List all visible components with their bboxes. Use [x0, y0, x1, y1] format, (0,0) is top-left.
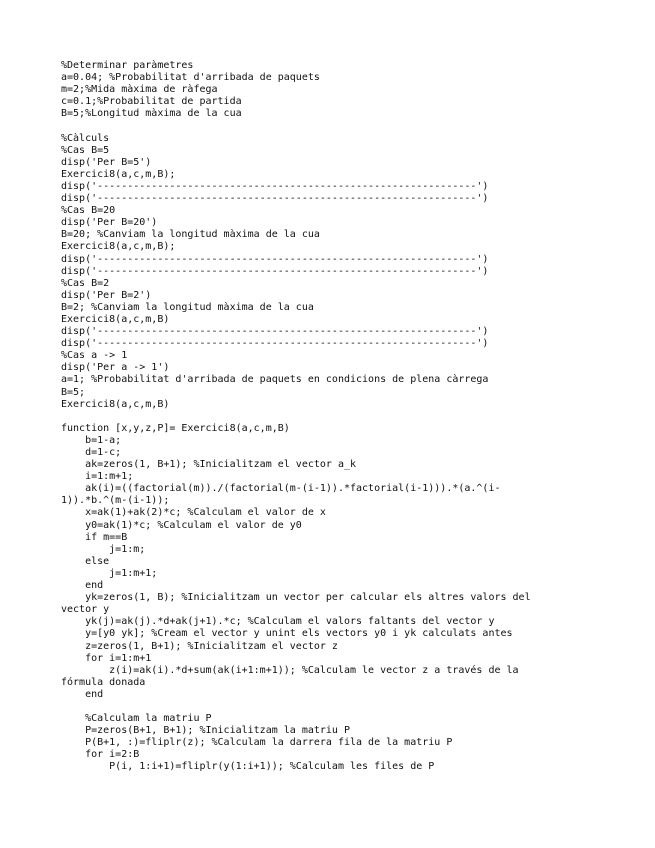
code-line: Exercici8(a,c,m,B) — [61, 398, 170, 410]
code-line: ak(i)=((factorial(m))./(factorial(m-(i-1)).*factorial(i-1))).*(a.^(i- — [61, 483, 501, 495]
code-line: %Cas B=5 — [61, 144, 110, 156]
code-line: ak=zeros(1, B+1); %Inicialitzam el vector a_k — [61, 459, 357, 471]
code-line: disp('---------------------------------------------------------------') — [61, 253, 489, 265]
code-line: %Determinar paràmetres — [61, 60, 194, 71]
code-line: for i=2:B — [61, 749, 140, 761]
code-line: P=zeros(B+1, B+1); %Inicialitzam la matriu P — [61, 725, 350, 737]
code-line: a=1; %Probabilitat d'arribada de paquets en condicions de plena càrrega — [61, 374, 489, 386]
code-line: P(i, 1:i+1)=fliplr(y(1:i+1)); %Calculam les files de P — [61, 761, 435, 773]
code-line: %Cas B=2 — [61, 277, 110, 289]
code-line: B=5;%Longitud màxima de la cua — [61, 108, 242, 120]
code-line: B=2; %Canviam la longitud màxima de la cua — [61, 301, 314, 313]
code-line: B=20; %Canviam la longitud màxima de la cua — [61, 229, 320, 241]
code-line: yk(j)=ak(j).*d+ak(j+1).*c; %Calculam el valors faltants del vector y — [61, 616, 495, 628]
code-line: 1)).*b.^(m-(i-1)); — [61, 495, 170, 507]
code-line: disp('---------------------------------------------------------------') — [61, 326, 489, 338]
code-line: z=zeros(1, B+1); %Inicialitzam el vector z — [61, 640, 338, 652]
code-line: if m==B — [61, 531, 128, 543]
code-line: x=ak(1)+ak(2)*c; %Calculam el valor de x — [61, 507, 326, 519]
code-line — [61, 411, 621, 423]
code-line: Exercici8(a,c,m,B); — [61, 168, 176, 180]
code-line: P(B+1, :)=fliplr(z); %Calculam la darrera fila de la matriu P — [61, 737, 453, 749]
code-line: c=0.1;%Probabilitat de partida — [61, 96, 242, 108]
code-line: %Càlculs — [61, 132, 110, 144]
code-line — [61, 701, 621, 713]
code-line: end — [61, 580, 104, 592]
code-line: fórmula donada — [61, 676, 146, 688]
code-line: end — [61, 688, 104, 700]
code-line: %Cas a -> 1 — [61, 350, 128, 362]
code-line: disp('Per a -> 1') — [61, 362, 170, 374]
code-listing — [61, 60, 621, 774]
code-line: function [x,y,z,P]= Exercici8(a,c,m,B) — [61, 422, 290, 434]
code-line: disp('---------------------------------------------------------------') — [61, 338, 489, 350]
code-line: a=0.04; %Probabilitat d'arribada de paquets — [61, 72, 320, 84]
code-line: j=1:m+1; — [61, 567, 158, 579]
code-line: for i=1:m+1 — [61, 652, 152, 664]
code-line: disp('Per B=20') — [61, 217, 158, 229]
code-line: y0=ak(1)*c; %Calculam el valor de y0 — [61, 519, 302, 531]
code-line: disp('Per B=5') — [61, 156, 152, 168]
code-line: Exercici8(a,c,m,B) — [61, 313, 170, 325]
code-line: B=5; — [61, 386, 86, 398]
code-line: disp('---------------------------------------------------------------') — [61, 193, 489, 205]
code-line: yk=zeros(1, B); %Inicialitzam un vector per calcular els altres valors del — [61, 592, 531, 604]
code-line: z(i)=ak(i).*d+sum(ak(i+1:m+1)); %Calculam le vector z a través de la — [61, 664, 519, 676]
code-line: j=1:m; — [61, 543, 146, 555]
code-line: y=[y0 yk]; %Cream el vector y unint els vectors y0 i yk calculats antes — [61, 628, 513, 640]
code-line: d=1-c; — [61, 447, 122, 458]
code-line: disp('---------------------------------------------------------------') — [61, 265, 489, 277]
code-line: %Calculam la matriu P — [61, 713, 212, 725]
code-line: disp('---------------------------------------------------------------') — [61, 180, 489, 192]
code-line: b=1-a; — [61, 434, 122, 446]
code-line: %Cas B=20 — [61, 205, 116, 217]
code-line: Exercici8(a,c,m,B); — [61, 241, 176, 253]
code-line: vector y — [61, 604, 110, 616]
code-line — [61, 120, 621, 132]
code-line: disp('Per B=2') — [61, 289, 152, 301]
code-line: i=1:m+1; — [61, 471, 134, 483]
code-line: m=2;%Mida màxima de ràfega — [61, 84, 218, 96]
code-line: else — [61, 555, 110, 567]
